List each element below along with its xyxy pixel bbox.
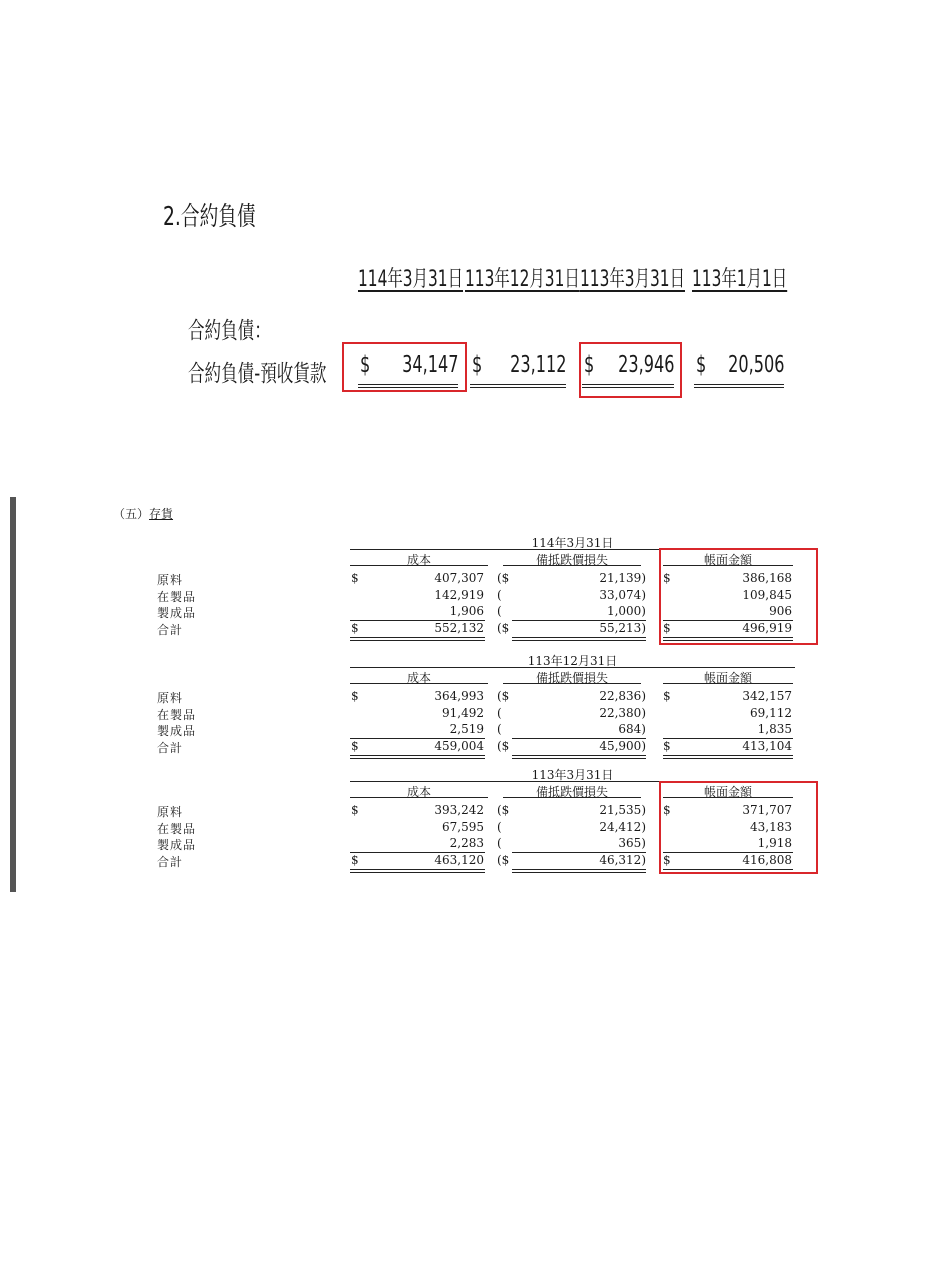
total-double-line (512, 637, 646, 641)
col-header-cost: 成本 (350, 783, 488, 798)
book-value: 342,157 (742, 689, 792, 703)
amount-value: 23,112 (509, 352, 566, 378)
currency-sign: $ (360, 352, 371, 378)
cost-value: 393,242 (434, 803, 484, 817)
allowance-open: ($ (497, 739, 510, 753)
col-header-allowance: 備抵跌價損失 (503, 669, 641, 684)
heading-text: 存貨 (149, 507, 174, 521)
highlight-box (659, 781, 818, 874)
allowance-value: 365) (618, 836, 646, 850)
block-date: 113年12月31日 (350, 652, 795, 668)
cost-value: 459,004 (434, 739, 484, 753)
inventory-heading (113, 505, 173, 522)
allowance-value: 1,000) (606, 604, 646, 618)
subtotal-line (350, 620, 485, 621)
allowance-value: 21,535) (599, 803, 646, 817)
allowance-value: 24,412) (599, 820, 646, 834)
cost-value: 463,120 (434, 853, 484, 867)
amount-value: 23,946 (617, 352, 674, 378)
highlight-box (579, 342, 682, 398)
cost-value: 67,595 (442, 820, 484, 834)
book-value: 413,104 (742, 739, 792, 753)
subtotal-line (663, 738, 793, 739)
row-label: 原料 (157, 573, 184, 587)
row-label: 製成品 (157, 606, 197, 620)
row-label: 在製品 (157, 822, 197, 836)
cost-value: 2,519 (449, 722, 484, 736)
currency-sign: $ (696, 352, 707, 378)
heading-prefix: （五） (113, 507, 150, 521)
currency-sign: $ (663, 689, 671, 703)
allowance-open: ( (497, 722, 502, 736)
book-value: 496,919 (742, 621, 792, 635)
currency-sign: $ (351, 689, 359, 703)
book-value: 1,918 (757, 836, 792, 850)
book-value: 386,168 (742, 571, 792, 585)
amount-value: 20,506 (727, 352, 784, 378)
currency-sign: $ (351, 739, 359, 753)
cost-value: 1,906 (449, 604, 484, 618)
subtotal-line (350, 738, 485, 739)
currency-sign: $ (663, 803, 671, 817)
allowance-open: ($ (497, 689, 510, 703)
cost-value: 91,492 (442, 706, 484, 720)
allowance-open: ( (497, 836, 502, 850)
allowance-open: ($ (497, 621, 510, 635)
inventory-block-2 (0, 652, 928, 764)
allowance-open: ( (497, 604, 502, 618)
amount-cell-2 (470, 352, 566, 388)
book-value: 69,112 (750, 706, 792, 720)
amount-value: 34,147 (401, 352, 458, 378)
date-header-1: 114年3月31日 (358, 267, 463, 292)
total-double-line (350, 637, 485, 641)
subtotal-line (512, 620, 646, 621)
col-header-book: 帳面金額 (663, 551, 793, 566)
currency-sign: $ (351, 571, 359, 585)
book-value: 416,808 (742, 853, 792, 867)
block-date: 114年3月31日 (350, 534, 795, 550)
currency-sign: $ (663, 739, 671, 753)
book-value: 109,845 (742, 588, 792, 602)
col-header-book: 帳面金額 (663, 783, 793, 798)
amount-cell-4 (694, 352, 784, 388)
date-header-4: 113年1月1日 (692, 267, 788, 292)
cost-value: 407,307 (434, 571, 484, 585)
currency-sign: $ (472, 352, 483, 378)
highlight-box (342, 342, 467, 392)
section-label: 合約負債： (188, 318, 271, 344)
currency-sign: $ (351, 803, 359, 817)
currency-sign: $ (584, 352, 595, 378)
allowance-value: 22,380) (599, 706, 646, 720)
row-label: 合計 (157, 623, 184, 637)
allowance-open: ($ (497, 853, 510, 867)
subtotal-line (350, 852, 485, 853)
row-label: 在製品 (157, 590, 197, 604)
allowance-value: 45,900) (599, 739, 646, 753)
col-header-cost: 成本 (350, 551, 488, 566)
book-value: 43,183 (750, 820, 792, 834)
row-label: 在製品 (157, 708, 197, 722)
subtotal-line (512, 738, 646, 739)
cost-value: 2,283 (449, 836, 484, 850)
cost-value: 142,919 (434, 588, 484, 602)
row-label: 原料 (157, 805, 184, 819)
total-double-line (350, 755, 485, 759)
total-double-line (512, 869, 646, 873)
book-value: 371,707 (742, 803, 792, 817)
allowance-value: 46,312) (599, 853, 646, 867)
col-header-cost: 成本 (350, 669, 488, 684)
subtotal-line (512, 852, 646, 853)
highlight-box (659, 548, 818, 645)
total-double-line (663, 755, 793, 759)
currency-sign: $ (351, 621, 359, 635)
row-label: 製成品 (157, 838, 197, 852)
total-double-line (512, 755, 646, 759)
allowance-value: 21,139) (599, 571, 646, 585)
currency-sign: $ (663, 853, 671, 867)
row-label: 製成品 (157, 724, 197, 738)
col-header-allowance: 備抵跌價損失 (503, 551, 641, 566)
total-double-line (350, 869, 485, 873)
row-label: 合計 (157, 741, 184, 755)
allowance-value: 684) (618, 722, 646, 736)
allowance-open: ( (497, 588, 502, 602)
col-header-book: 帳面金額 (663, 669, 793, 684)
allowance-open: ($ (497, 803, 510, 817)
allowance-value: 55,213) (599, 621, 646, 635)
cost-value: 364,993 (434, 689, 484, 703)
date-header-2: 113年12月31日 (465, 267, 580, 292)
date-header-3: 113年3月31日 (580, 267, 685, 292)
currency-sign: $ (663, 621, 671, 635)
currency-sign: $ (351, 853, 359, 867)
contract-liabilities-title: 2.合約負債 (163, 202, 256, 232)
row-label: 合計 (157, 855, 184, 869)
row-label: 合約負債-預收貨款 (188, 361, 327, 387)
allowance-open: ( (497, 706, 502, 720)
col-header-allowance: 備抵跌價損失 (503, 783, 641, 798)
row-label: 原料 (157, 691, 184, 705)
block-date: 113年3月31日 (350, 766, 795, 782)
allowance-open: ( (497, 820, 502, 834)
book-value: 906 (769, 604, 792, 618)
currency-sign: $ (663, 571, 671, 585)
allowance-value: 33,074) (599, 588, 646, 602)
book-value: 1,835 (757, 722, 792, 736)
cost-value: 552,132 (434, 621, 484, 635)
allowance-value: 22,836) (599, 689, 646, 703)
allowance-open: ($ (497, 571, 510, 585)
